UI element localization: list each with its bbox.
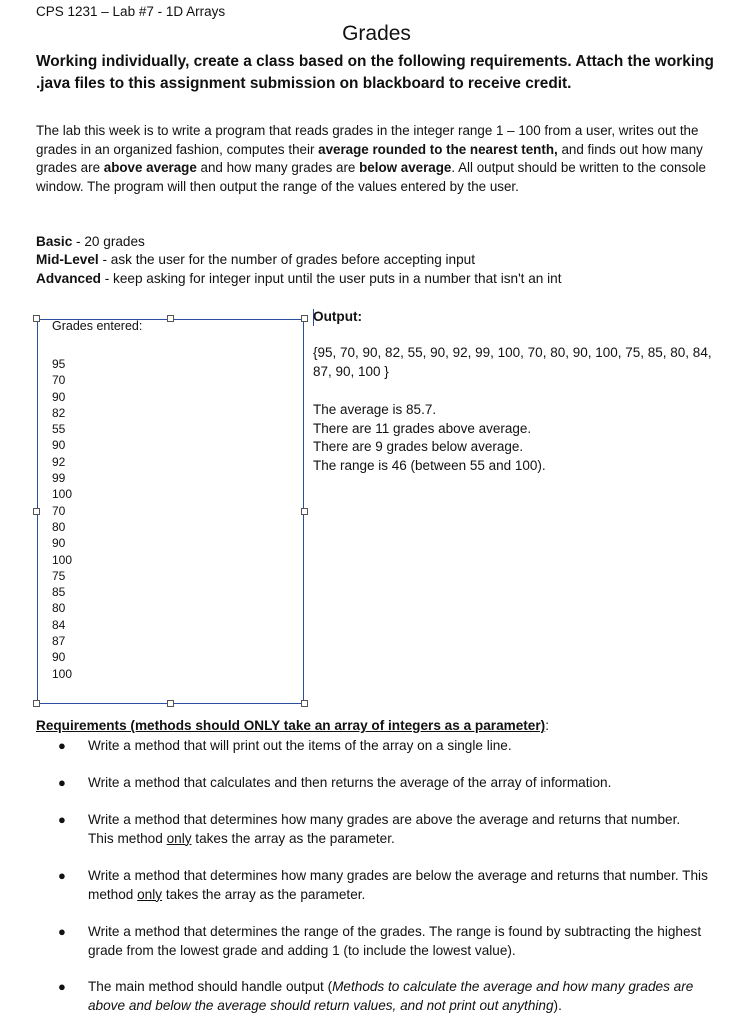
grade-value: 70 — [52, 373, 66, 388]
level-advanced-text: - keep asking for integer input until the user puts in a number that isn't an int — [100, 271, 562, 286]
intro-text-4: . All output should be written to the console window. The program will then output the range of the values entered by the user. — [36, 160, 706, 194]
intro-bold-average: average rounded to the nearest tenth, — [318, 141, 558, 157]
output-average-line: The average is 85.7. — [313, 402, 437, 417]
grade-value: 80 — [52, 601, 66, 616]
resize-handle-top[interactable] — [167, 315, 174, 322]
grade-value: 90 — [52, 650, 66, 665]
bullet-icon: ● — [58, 812, 66, 827]
resize-handle-right[interactable] — [301, 508, 308, 515]
requirements-heading-text: Requirements (methods should ONLY take an array of integers as a parameter) — [36, 718, 546, 733]
requirement-text: Write a method that determines the range of the grades. The range is found by subtracting the highest grade from the lowest grade and adding 1 (to include the lowest value). — [88, 924, 702, 958]
bullet-icon: ● — [58, 775, 66, 790]
resize-handle-bottom-right[interactable] — [301, 700, 308, 707]
requirement-underlined-word: only — [137, 886, 163, 902]
grade-value: 95 — [52, 357, 66, 371]
grade-value: 99 — [52, 471, 66, 486]
document-title: Grades — [342, 22, 411, 45]
requirement-italic-text: Methods to calculate the average and how many grades are above and below the average should return values, and not print out anything — [88, 979, 694, 1013]
requirement-text — [88, 811, 708, 848]
bullet-icon: ● — [58, 868, 66, 883]
requirement-text-part: Write a method that determines how many grades are above the average and returns that number. This method — [88, 812, 681, 846]
requirement-item — [58, 867, 708, 904]
resize-handle-top-left[interactable] — [33, 315, 40, 322]
grade-value: 100 — [52, 666, 73, 681]
intro-text-3: and how many grades are — [196, 160, 360, 175]
output-results — [313, 401, 546, 475]
intro-bold-above: above average — [103, 160, 197, 175]
grade-value: 55 — [52, 422, 66, 437]
grade-value: 70 — [52, 503, 66, 518]
output-below-line: There are 9 grades below average. — [313, 439, 524, 454]
grade-value: 85 — [52, 585, 66, 600]
resize-handle-bottom-left[interactable] — [33, 700, 40, 707]
requirement-text-part: takes the array as the parameter. — [162, 886, 366, 902]
requirement-item — [58, 923, 708, 960]
level-basic-text: - 20 grades — [72, 234, 145, 249]
requirement-underlined-word: only — [166, 830, 192, 846]
grade-value: 84 — [52, 617, 66, 632]
requirement-text-part: Write a method that determines how many grades are below the average and returns that number. This method — [88, 868, 708, 902]
intro-text-1: The lab this week is to write a program that reads grades in the integer range 1 – 100 from a user, writes out the grades in an organized fashion, computes their — [36, 123, 699, 157]
requirement-text: Write a method that calculates and then returns the average of the array of information. — [88, 775, 612, 790]
grade-value: 100 — [52, 552, 73, 567]
grade-value: 87 — [52, 634, 66, 649]
level-mid-label: Mid-Level — [36, 252, 99, 267]
grade-value: 80 — [52, 519, 66, 534]
requirement-text: Write a method that will print out the items of the array on a single line. — [88, 738, 512, 753]
intro-bold-below: below average — [359, 160, 452, 175]
requirement-text — [88, 978, 708, 1015]
output-above-line: There are 11 grades above average. — [313, 420, 532, 436]
resize-handle-left[interactable] — [33, 508, 40, 515]
output-array-line: {95, 70, 90, 82, 55, 90, 92, 99, 100, 70, 80, 90, 100, 75, 85, 80, 84, 87, 90, 100 } — [313, 345, 712, 379]
grade-value: 90 — [52, 389, 66, 404]
level-mid — [36, 252, 475, 267]
bullet-icon: ● — [58, 979, 66, 994]
requirement-item — [58, 811, 708, 848]
requirements-heading — [36, 718, 549, 733]
intro-text-2: and finds out how many grades are — [36, 141, 703, 175]
grade-value: 82 — [52, 405, 66, 420]
grade-value: 90 — [52, 536, 66, 551]
intro-paragraph — [36, 122, 708, 196]
grades-list — [52, 356, 72, 682]
requirement-text-part: takes the array as the parameter. — [191, 830, 395, 846]
requirement-text — [88, 867, 708, 904]
instructions-text: Working individually, create a class based on the following requirements. Attach the working .java files to this assignment submission on blackboard to receive credit. — [36, 53, 714, 92]
grade-value: 75 — [52, 568, 66, 583]
requirement-item — [58, 737, 708, 756]
grades-entered-label: Grades entered: — [52, 319, 143, 333]
document-header: CPS 1231 – Lab #7 - 1D Arrays — [36, 4, 226, 19]
level-advanced — [36, 271, 561, 286]
bullet-icon: ● — [58, 924, 66, 939]
grade-value: 100 — [52, 487, 73, 502]
level-advanced-label: Advanced — [36, 271, 101, 286]
output-range-line: The range is 46 (between 55 and 100). — [313, 457, 546, 473]
requirement-text-part: ). — [553, 997, 562, 1013]
grade-value: 90 — [52, 438, 66, 453]
requirement-text-part: The main method should handle output ( — [88, 979, 333, 994]
level-basic-label: Basic — [36, 234, 73, 249]
requirement-item — [58, 978, 708, 1015]
requirements-heading-colon: : — [545, 718, 549, 733]
grade-value: 92 — [52, 454, 66, 469]
grades-text-box[interactable] — [37, 319, 304, 704]
level-mid-text: - ask the user for the number of grades before accepting input — [98, 252, 476, 267]
level-basic — [36, 234, 145, 249]
bullet-icon: ● — [58, 738, 66, 753]
resize-handle-top-right[interactable] — [301, 315, 308, 322]
output-label: Output: — [313, 309, 363, 324]
requirement-item — [58, 774, 708, 793]
resize-handle-bottom[interactable] — [167, 700, 174, 707]
